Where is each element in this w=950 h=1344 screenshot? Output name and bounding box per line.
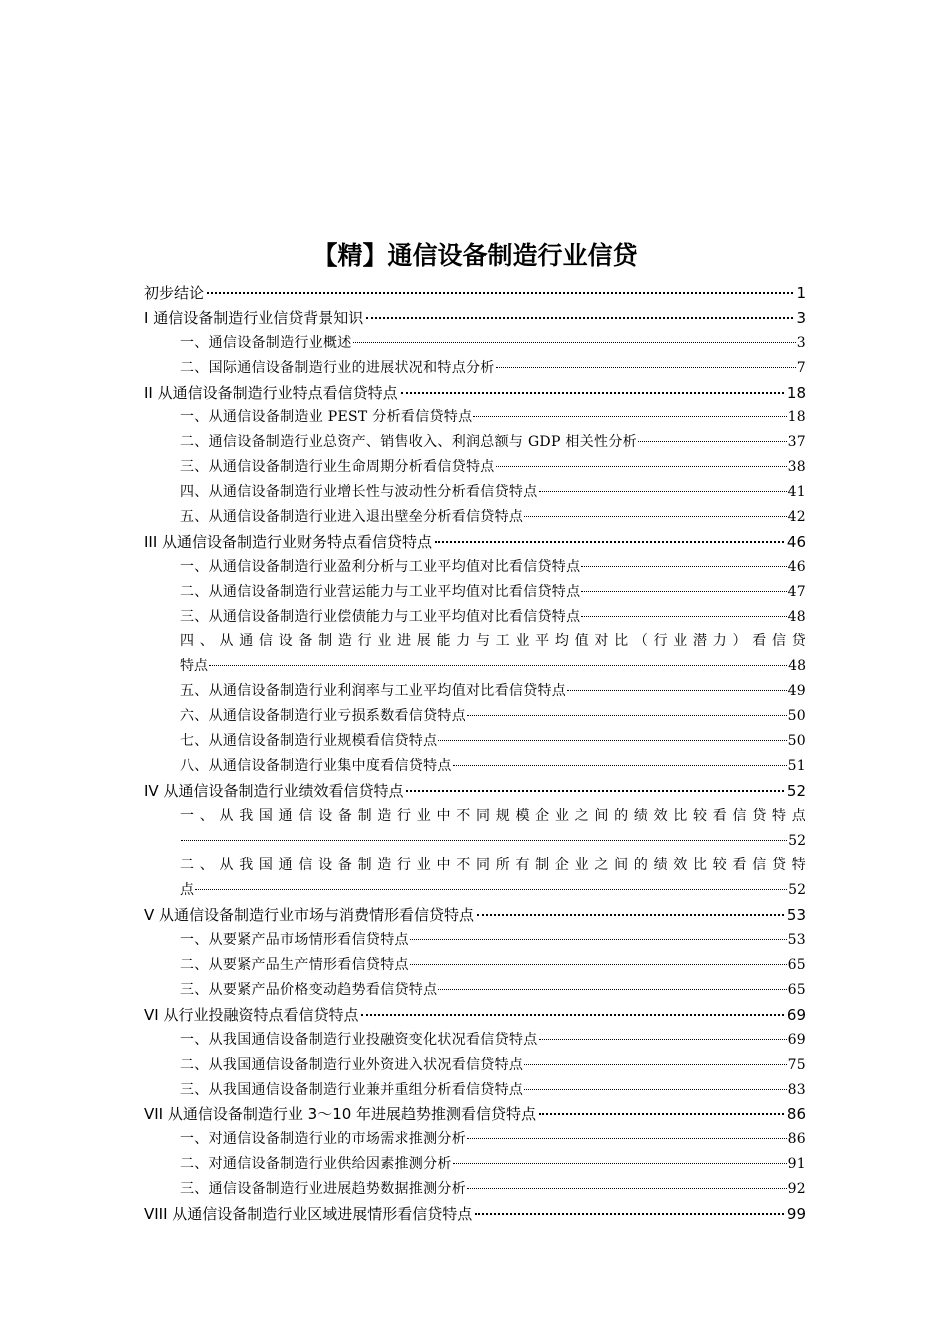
toc-page-number: 47 xyxy=(787,583,806,600)
toc-section[interactable] xyxy=(144,754,806,779)
toc-entry-label: 七、从通信设备制造行业规模看信贷特点 xyxy=(180,733,438,750)
toc-section[interactable] xyxy=(144,953,806,978)
toc-section[interactable] xyxy=(144,1078,806,1103)
toc-entry[interactable] xyxy=(144,804,806,829)
dot-leader xyxy=(401,392,784,394)
toc-page-number: 49 xyxy=(787,683,806,700)
toc-entry-label: 初步结论 xyxy=(144,284,205,302)
toc-section[interactable] xyxy=(144,555,806,580)
toc-page-number: 41 xyxy=(787,484,806,501)
toc-page-number: 53 xyxy=(787,932,806,949)
dot-leader xyxy=(467,715,787,716)
dot-leader xyxy=(524,516,786,517)
toc-section[interactable] xyxy=(144,1028,806,1053)
toc-entry-label: 一、从通信设备制造行业盈利分析与工业平均值对比看信贷特点 xyxy=(180,558,581,575)
toc-page-number: 75 xyxy=(787,1056,806,1073)
document-title: 【精】通信设备制造行业信贷 xyxy=(312,241,638,270)
toc-section[interactable] xyxy=(144,1127,806,1152)
toc-section[interactable] xyxy=(144,580,806,605)
dot-leader xyxy=(209,665,787,666)
toc-page-number: 3 xyxy=(796,308,806,327)
toc-page-number: 50 xyxy=(787,733,806,750)
toc-page-number: 1 xyxy=(796,284,806,302)
toc-entry-label: 二、从我国通信设备制造行业中不同所有制企业之间的绩效比较看信贷特 xyxy=(180,857,806,874)
toc-page-number: 46 xyxy=(787,558,806,575)
toc-entry-label-continued: 特点 xyxy=(180,658,208,675)
dot-leader xyxy=(361,1014,783,1016)
toc-chapter[interactable] xyxy=(144,1202,806,1227)
toc-page-number: 65 xyxy=(787,981,806,998)
toc-entry-label: 五、从通信设备制造行业利润率与工业平均值对比看信贷特点 xyxy=(180,683,567,700)
toc-entry-label: 三、从通信设备制造行业生命周期分析看信贷特点 xyxy=(180,459,495,476)
toc-page-number: 52 xyxy=(788,882,806,899)
toc-entry-label: 五、从通信设备制造行业进入退出壁垒分析看信贷特点 xyxy=(180,509,524,526)
dot-leader xyxy=(524,1089,786,1090)
toc-entry-label: I 通信设备制造行业信贷背景知识 xyxy=(144,308,364,327)
dot-leader xyxy=(435,541,784,543)
toc-chapter[interactable] xyxy=(144,903,806,928)
dot-leader xyxy=(496,367,796,368)
toc-page-number: 91 xyxy=(787,1156,806,1173)
dot-leader xyxy=(581,591,786,592)
toc-chapter[interactable] xyxy=(144,281,806,306)
toc-entry-label: 三、从要紧产品价格变动趋势看信贷特点 xyxy=(180,981,438,998)
dot-leader xyxy=(539,1039,787,1040)
toc-page-number: 52 xyxy=(788,832,806,849)
toc-entry-label: 三、从通信设备制造行业偿债能力与工业平均值对比看信贷特点 xyxy=(180,608,581,625)
toc-page-number: 18 xyxy=(786,383,806,402)
toc-section[interactable] xyxy=(144,1053,806,1078)
dot-leader xyxy=(438,989,786,990)
toc-entry-label: 二、从我国通信设备制造行业外资进入状况看信贷特点 xyxy=(180,1056,524,1073)
toc-page-number: 99 xyxy=(786,1204,806,1223)
toc-page-number: 92 xyxy=(787,1181,806,1198)
dot-leader xyxy=(453,765,787,766)
toc-section[interactable] xyxy=(144,480,806,505)
toc-section[interactable] xyxy=(144,331,806,356)
toc-chapter[interactable] xyxy=(144,1003,806,1028)
toc-page-number: 3 xyxy=(796,334,806,351)
table-of-contents xyxy=(144,281,806,1227)
dot-leader xyxy=(475,1213,784,1215)
dot-leader xyxy=(581,566,786,567)
toc-entry-label: 三、从我国通信设备制造行业兼并重组分析看信贷特点 xyxy=(180,1081,524,1098)
toc-section[interactable] xyxy=(144,729,806,754)
dot-leader xyxy=(477,914,784,916)
toc-entry-label: 一、从我国通信设备制造行业投融资变化状况看信贷特点 xyxy=(180,1031,538,1048)
toc-page-number: 86 xyxy=(787,1131,806,1148)
dot-leader xyxy=(353,342,796,343)
toc-chapter[interactable] xyxy=(144,381,806,406)
toc-page-number: 69 xyxy=(787,1031,806,1048)
toc-page-number: 52 xyxy=(786,781,806,800)
toc-entry-label: 八、从通信设备制造行业集中度看信贷特点 xyxy=(180,757,452,774)
dot-leader xyxy=(539,1113,784,1115)
toc-entry-label: 二、从通信设备制造行业营运能力与工业平均值对比看信贷特点 xyxy=(180,583,581,600)
dot-leader xyxy=(410,939,787,940)
toc-entry[interactable] xyxy=(144,853,806,878)
toc-entry-label: 一、从要紧产品市场情形看信贷特点 xyxy=(180,932,409,949)
toc-entry-continuation[interactable] xyxy=(144,654,806,679)
toc-entry-label: III 从通信设备制造行业财务特点看信贷特点 xyxy=(144,532,433,551)
toc-section[interactable] xyxy=(144,356,806,381)
toc-page-number: 53 xyxy=(786,906,806,925)
dot-leader xyxy=(453,1163,787,1164)
toc-chapter[interactable] xyxy=(144,530,806,555)
toc-chapter[interactable] xyxy=(144,1102,806,1127)
toc-section[interactable] xyxy=(144,679,806,704)
toc-page-number: 50 xyxy=(787,708,806,725)
toc-section[interactable] xyxy=(144,928,806,953)
toc-entry-label: 一、通信设备制造行业概述 xyxy=(180,334,352,351)
toc-entry-label: 一、从通信设备制造业 PEST 分析看信贷特点 xyxy=(180,409,473,426)
toc-section[interactable] xyxy=(144,704,806,729)
dot-leader xyxy=(181,840,787,841)
toc-chapter[interactable] xyxy=(144,779,806,804)
toc-entry-label: V 从通信设备制造行业市场与消费情形看信贷特点 xyxy=(144,906,475,925)
toc-entry-label: 六、从通信设备制造行业亏损系数看信贷特点 xyxy=(180,708,466,725)
toc-section[interactable] xyxy=(144,430,806,455)
dot-leader xyxy=(406,790,783,792)
dot-leader xyxy=(581,616,786,617)
dot-leader xyxy=(567,690,786,691)
toc-section[interactable] xyxy=(144,605,806,630)
toc-section[interactable] xyxy=(144,978,806,1003)
toc-section[interactable] xyxy=(144,455,806,480)
dot-leader xyxy=(366,317,793,319)
toc-chapter[interactable] xyxy=(144,306,806,331)
dot-leader xyxy=(524,1064,786,1065)
toc-entry-label: 二、国际通信设备制造行业的进展状况和特点分析 xyxy=(180,359,495,376)
toc-entry-continuation[interactable] xyxy=(144,829,806,854)
toc-entry[interactable] xyxy=(144,629,806,654)
toc-page-number: 51 xyxy=(787,757,806,774)
toc-section[interactable] xyxy=(144,1177,806,1202)
toc-page-number: 65 xyxy=(787,957,806,974)
toc-section[interactable] xyxy=(144,1152,806,1177)
toc-entry-label-continued: 点 xyxy=(180,882,194,899)
toc-entry-label: VI 从行业投融资特点看信贷特点 xyxy=(144,1005,359,1024)
dot-leader xyxy=(207,292,793,294)
toc-page-number: 42 xyxy=(787,509,806,526)
toc-page-number: 69 xyxy=(786,1005,806,1024)
toc-entry-label: 一、对通信设备制造行业的市场需求推测分析 xyxy=(180,1131,466,1148)
toc-page-number: 86 xyxy=(786,1105,806,1124)
dot-leader xyxy=(467,1188,787,1189)
toc-page-number: 18 xyxy=(787,409,806,426)
toc-page-number: 7 xyxy=(796,359,806,376)
dot-leader xyxy=(195,889,787,890)
toc-page-number: 48 xyxy=(787,608,806,625)
toc-entry-label: 三、通信设备制造行业进展趋势数据推测分析 xyxy=(180,1181,466,1198)
toc-entry-label: 二、通信设备制造行业总资产、销售收入、利润总额与 GDP 相关性分析 xyxy=(180,434,637,451)
toc-page-number: 37 xyxy=(787,434,806,451)
toc-page-number: 38 xyxy=(787,459,806,476)
toc-entry-label: 四、从通信设备制造行业增长性与波动性分析看信贷特点 xyxy=(180,484,538,501)
dot-leader xyxy=(496,466,787,467)
toc-entry-label: 二、对通信设备制造行业供给因素推测分析 xyxy=(180,1156,452,1173)
toc-entry-label: 四、从通信设备制造行业进展能力与工业平均值对比（行业潜力）看信贷 xyxy=(180,633,806,650)
toc-page-number: 46 xyxy=(786,532,806,551)
toc-entry-label: IV 从通信设备制造行业绩效看信贷特点 xyxy=(144,781,404,800)
dot-leader xyxy=(410,964,787,965)
toc-entry-continuation[interactable] xyxy=(144,878,806,903)
toc-entry-label: 二、从要紧产品生产情形看信贷特点 xyxy=(180,957,409,974)
dot-leader xyxy=(438,740,786,741)
dot-leader xyxy=(473,416,786,417)
toc-entry-label: VIII 从通信设备制造行业区域进展情形看信贷特点 xyxy=(144,1204,473,1223)
toc-section[interactable] xyxy=(144,405,806,430)
toc-page-number: 48 xyxy=(788,658,806,675)
dot-leader xyxy=(638,441,787,442)
toc-page-number: 83 xyxy=(787,1081,806,1098)
toc-section[interactable] xyxy=(144,505,806,530)
dot-leader xyxy=(467,1138,787,1139)
dot-leader xyxy=(539,491,787,492)
toc-entry-label: II 从通信设备制造行业特点看信贷特点 xyxy=(144,383,398,402)
toc-entry-label: 一、从我国通信设备制造行业中不同规模企业之间的绩效比较看信贷特点 xyxy=(180,807,806,824)
toc-entry-label: VII 从通信设备制造行业 3～10 年进展趋势推测看信贷特点 xyxy=(144,1105,537,1124)
